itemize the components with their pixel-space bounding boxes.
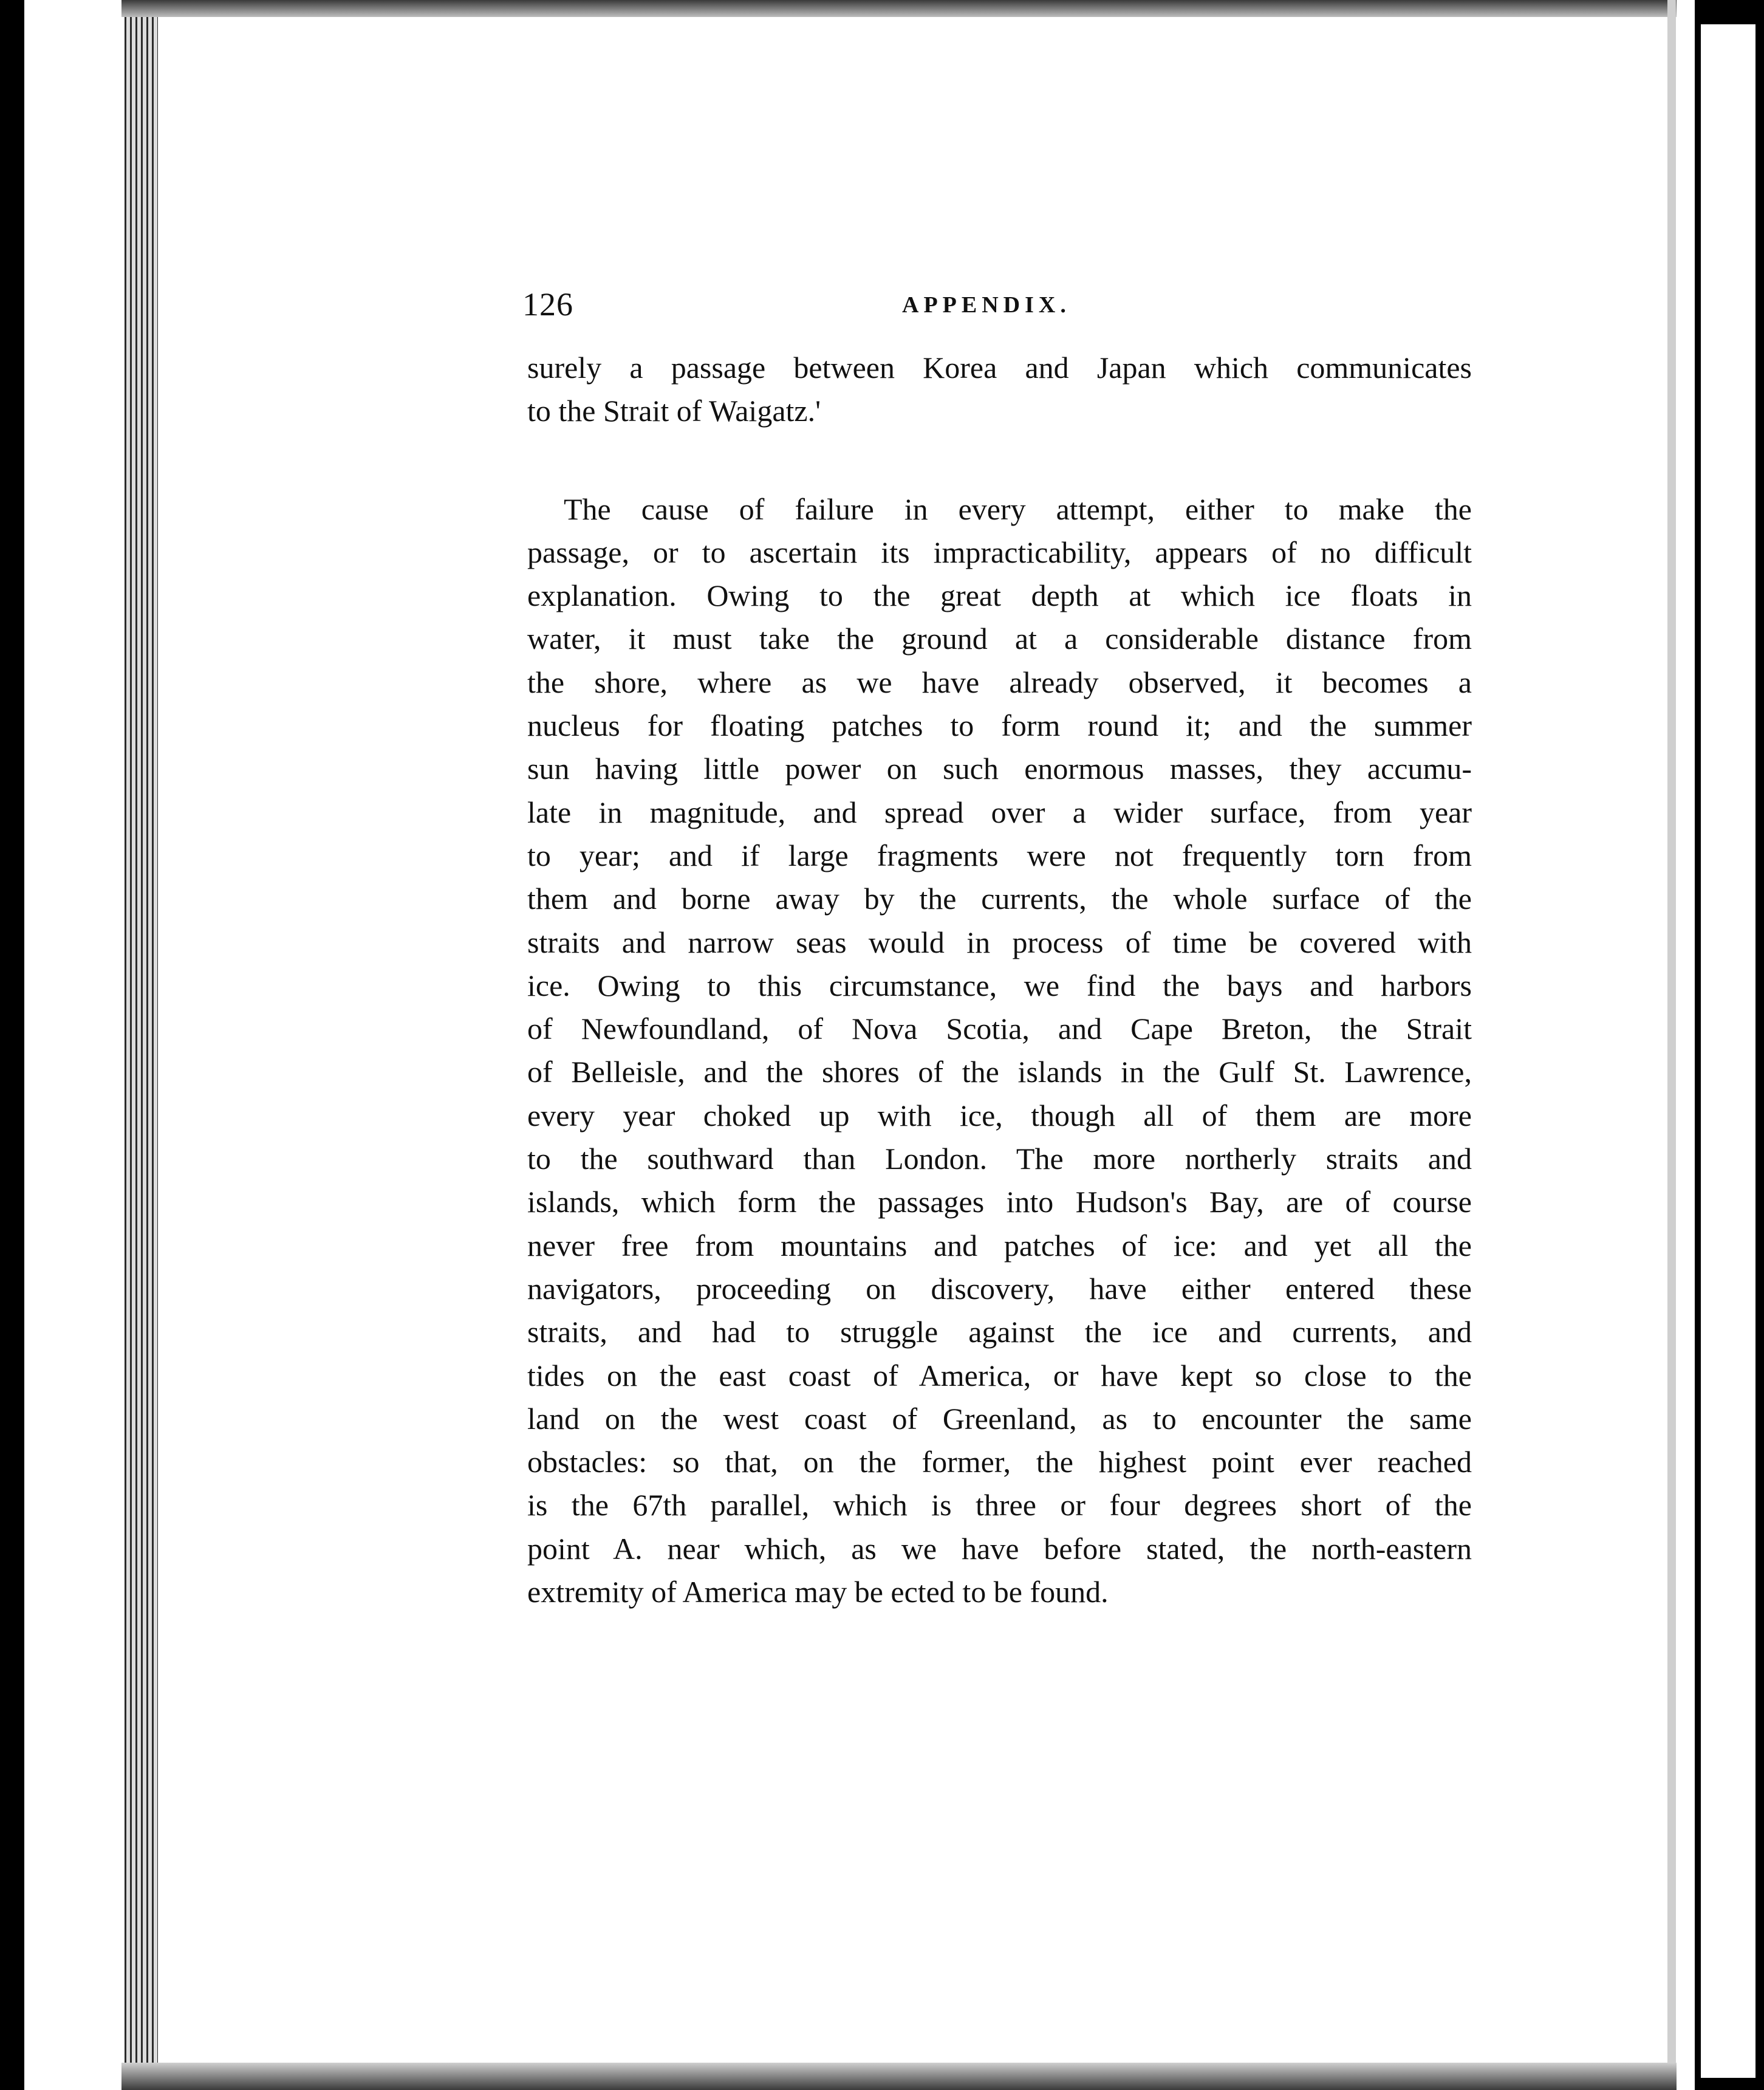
text-line: land on the west coast of Greenland, as to encounter the same	[527, 1401, 1472, 1436]
paragraph-break	[527, 433, 1472, 488]
text-line: sun having little power on such enormous masses, they accumu-	[527, 752, 1472, 786]
running-head	[522, 286, 1069, 322]
text-line: point A. near which, as we have before stated, the north-eastern	[527, 1531, 1472, 1566]
text-line: never free from mountains and patches of ice: and yet all the	[527, 1228, 1472, 1263]
text-line: the shore, where as we have already observed, it becomes a	[527, 665, 1472, 699]
section-title: APPENDIX.	[902, 292, 1071, 318]
body-text	[527, 346, 1472, 1614]
paragraph-2	[527, 488, 1472, 1614]
text-line: passage, or to ascertain its impracticability, appears of no difficult	[527, 535, 1472, 569]
text-line: water, it must take the ground at a considerable distance from	[527, 622, 1472, 656]
text-line: islands, which form the passages into Hudson's Bay, are of course	[527, 1185, 1472, 1219]
text-line: surely a passage between Korea and Japan which communicates	[527, 351, 1472, 385]
text-line: explanation. Owing to the great depth at which ice floats in	[527, 578, 1472, 613]
text-line: extremity of America may be ected to be found.	[527, 1575, 1109, 1609]
text-line: straits and narrow seas would in process of time be covered with	[527, 925, 1472, 959]
text-line: to year; and if large fragments were not frequently torn from	[527, 838, 1472, 872]
text-line: is the 67th parallel, which is three or four degrees short of the	[527, 1488, 1472, 1523]
text-line: late in magnitude, and spread over a wider surface, from year	[527, 795, 1472, 829]
paragraph-1	[527, 346, 1472, 433]
text-line: to the southward than London. The more northerly straits and	[527, 1142, 1472, 1176]
text-line: The cause of failure in every attempt, either to make the	[564, 492, 1472, 526]
page-gutter	[1667, 0, 1676, 2090]
page-stack-edges	[125, 0, 158, 2090]
page-number: 126	[522, 286, 573, 323]
text-line: them and borne away by the currents, the whole surface of the	[527, 882, 1472, 916]
text-line: of Belleisle, and the shores of the islands in the Gulf St. Lawrence,	[527, 1055, 1472, 1089]
text-line: nucleus for floating patches to form round it; and the summer	[527, 708, 1472, 743]
text-line: of Newfoundland, of Nova Scotia, and Cape Breton, the Strait	[527, 1012, 1472, 1046]
text-line: tides on the east coast of America, or have kept so close to the	[527, 1358, 1472, 1393]
text-line: every year choked up with ice, though all of them are more	[527, 1098, 1472, 1132]
scan-border-left	[0, 0, 24, 2090]
text-line: straits, and had to struggle against the ice and currents, and	[527, 1315, 1472, 1349]
text-line: obstacles: so that, on the former, the highest point ever reached	[527, 1445, 1472, 1479]
text-line: ice. Owing to this circumstance, we find the bays and harbors	[527, 968, 1472, 1002]
scan-border-top	[121, 0, 1677, 17]
facing-page-strip	[1701, 24, 1755, 2078]
text-line: navigators, proceeding on discovery, have either entered these	[527, 1271, 1472, 1306]
text-line: to the Strait of Waigatz.'	[527, 394, 821, 428]
scan-border-bottom	[121, 2063, 1677, 2090]
